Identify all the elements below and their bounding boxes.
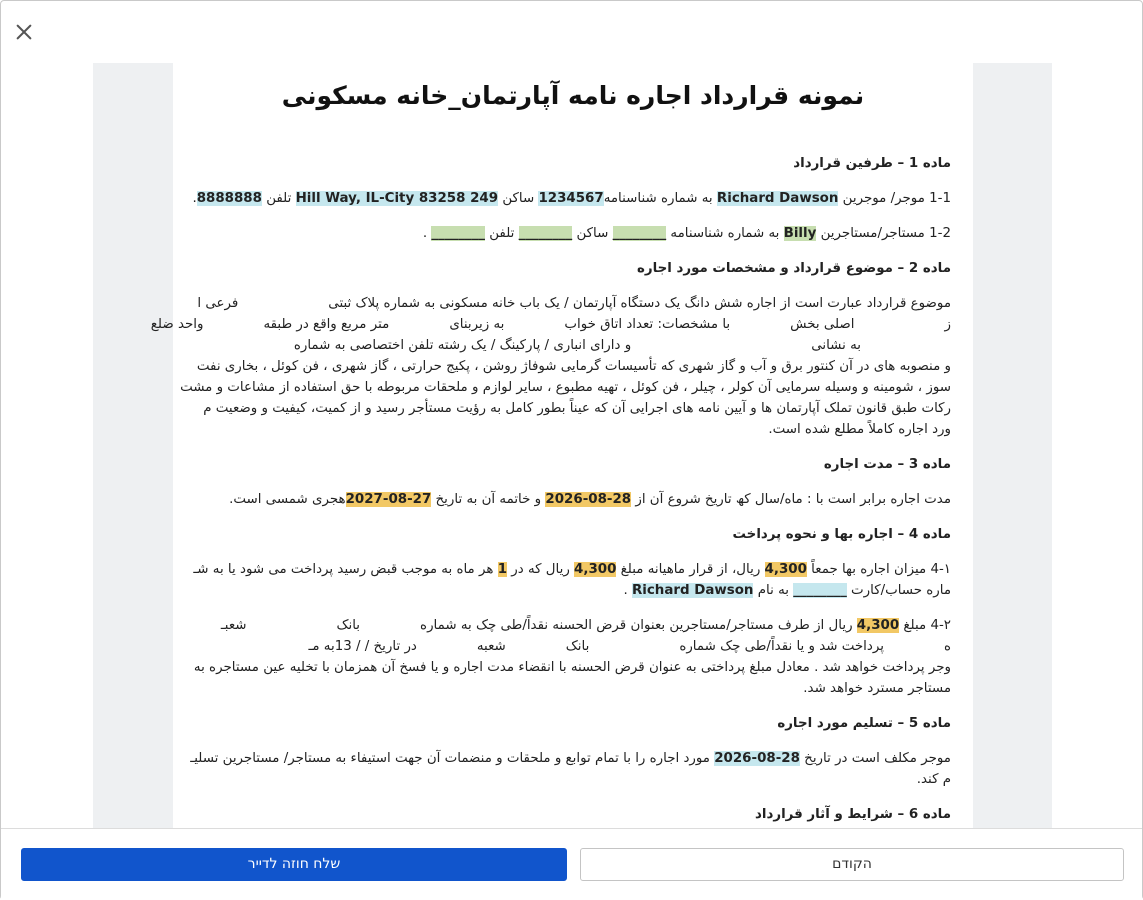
article5-line: [191, 748, 951, 769]
text: ساکن: [572, 226, 613, 241]
text: موجر مکلف است در تاریخ: [799, 751, 951, 766]
article1-landlord-line: [191, 188, 951, 209]
end-date-field: 27-08-2027: [345, 492, 432, 507]
text: فرعی ا: [197, 296, 239, 311]
text: به شماره شناسنامه: [666, 226, 784, 241]
article4-line: [191, 615, 951, 636]
text: به شماره شناسنامه: [603, 191, 717, 206]
tenant-address-field: ________: [518, 226, 573, 241]
total-rent-field: 4,300: [764, 562, 807, 577]
document-viewer[interactable]: [93, 63, 1052, 828]
article4-line: [191, 636, 951, 657]
landlord-phone-field: 8888888: [196, 191, 262, 206]
text: به نشانی: [811, 338, 861, 353]
article2-line: ورد اجاره کاملاً مطلع شده است.: [768, 422, 951, 437]
article2-line: [191, 335, 951, 356]
article1-heading: ماده 1 – طرفین قرارداد: [793, 156, 951, 171]
payment-day-field: 1: [497, 562, 508, 577]
text: ساکن: [498, 191, 539, 206]
text: و دارای انباری / پارکینگ / یک رشته تلفن اختصاصی به شماره: [293, 338, 632, 353]
article2-line: سوز ، شومینه و وسیله سرمایی آن کولر ، چیلر ، فن کوئل ، تهیه مطبوع ، سایر لوازم و ملحقات مربوطه با حق استفاده از مشاعات و مشت: [180, 380, 951, 395]
send-contract-button[interactable]: שלח חוזה לדייר: [21, 848, 567, 881]
landlord-id-field: 1234567: [538, 191, 604, 206]
text: در تاریخ / / 13به مـ: [308, 639, 417, 654]
account-field: ________: [793, 583, 847, 598]
text: 4-۲ مبلغ: [899, 618, 951, 633]
text: .: [623, 583, 632, 598]
article2-line: [191, 293, 951, 314]
text: ه: [943, 639, 951, 654]
text: 1-2 مستاجر/مستاجرین: [816, 226, 951, 241]
tenant-name-field: Billy: [783, 226, 817, 241]
text: پرداخت شد و یا نقداً/طی چک شماره: [679, 639, 884, 654]
article3-line: [191, 489, 951, 510]
text: به نام: [753, 583, 794, 598]
text: مدت اجاره برابر است با : ماه/سال کھ تاریخ شروع آن از: [631, 492, 951, 507]
landlord-name-field: Richard Dawson: [716, 191, 839, 206]
text: 1-1 موجر/ موجرین: [838, 191, 951, 206]
dialog-footer: [1, 828, 1142, 900]
article5-heading: ماده 5 – تسلیم مورد اجاره: [777, 716, 951, 731]
text: ریال، از قرار ماهیانه مبلغ: [616, 562, 765, 577]
text: .: [192, 191, 197, 206]
text: اصلی بخش: [790, 317, 855, 332]
text: واحد ضلع: [150, 317, 204, 332]
text: با مشخصات: تعداد اتاق خواب: [564, 317, 731, 332]
tenant-id-field: ________: [612, 226, 667, 241]
close-icon[interactable]: [11, 19, 37, 45]
text: ریال که در: [507, 562, 575, 577]
article2-line: [150, 314, 951, 335]
text: متر مربع واقع در طبقه: [263, 317, 390, 332]
back-button[interactable]: הקודם: [580, 848, 1124, 881]
text: شعبـ: [220, 618, 247, 633]
article4-line: وجر پرداخت خواهد شد . معادل مبلغ پرداختی به عنوان قرض الحسنه با انقضاء مدت اجاره و یا فسخ آن همزمان با تخلیه عین مستاجره به: [193, 660, 951, 675]
text: تلفن: [261, 191, 296, 206]
delivery-date-field: 28-08-2026: [714, 751, 800, 766]
text: .: [422, 226, 432, 241]
text: هر ماه به موجب قبض رسید پرداخت می شود یا به شـ: [193, 562, 498, 577]
landlord-address-field: Hill Way, IL-City 83258 249: [295, 191, 499, 206]
deposit-field: 4,300: [856, 618, 900, 633]
text: موضوع قرارداد عبارت است از اجاره شش دانگ یک دستگاه آپارتمان / یک باب خانه مسکونی به شماره پلاک ثبتی: [328, 296, 951, 311]
article2-line: رکات طبق قانون تملک آپارتمان ها و آیین نامه های اجرایی آن که عیناً بطور کامل به رؤیت مستأجر رسید و از کمیت، کیفیت و وضعیت م: [203, 401, 951, 416]
article4-line: [191, 580, 951, 601]
text: هجری شمسی است.: [229, 492, 346, 507]
article4-heading: ماده 4 – اجاره بها و نحوه پرداخت: [732, 527, 951, 542]
article5-line: م کند.: [916, 772, 951, 787]
article3-heading: ماده 3 – مدت اجاره: [823, 457, 951, 472]
text: شعبه: [476, 639, 506, 654]
text: مورد اجاره را با تمام توابع و ملحقات و منضمات آن جهت استیفاء به مستاجر/ مستاجرین تسلیـ: [190, 751, 715, 766]
tenant-phone-field: ________: [431, 226, 485, 241]
article2-line: و منصوبه های در آن کنتور برق و آب و گاز شهری که تأسیسات گرمایی شوفاژ روشن ، پکیج حرارتی ، گاز شهری ، فن کوئل ، بخاری نفت: [196, 359, 951, 374]
text: به زیربنای: [449, 317, 505, 332]
account-name-field: Richard Dawson: [631, 583, 754, 598]
start-date-field: 28-08-2026: [545, 492, 632, 507]
article6-heading: ماده 6 – شرایط و آثار قرارداد: [755, 807, 951, 822]
text: ریال از طرف مستاجر/مستاجرین بعنوان قرض الحسنه نقداً/طی چک به شماره: [420, 618, 857, 633]
article1-tenant-line: [191, 223, 951, 244]
article4-line: مستاجر مسترد خواهد شد.: [803, 681, 951, 696]
article2-heading: ماده 2 – موضوع قرارداد و مشخصات مورد اجاره: [636, 261, 951, 276]
text: 4-۱ میزان اجاره بها جمعاً: [806, 562, 951, 577]
text: ز: [944, 317, 951, 332]
document-page: [150, 63, 973, 828]
text: ماره حساب/کارت: [846, 583, 951, 598]
text: بانک: [565, 639, 590, 654]
text: تلفن: [484, 226, 519, 241]
text: و خاتمه آن به تاریخ: [431, 492, 546, 507]
text: بانک: [336, 618, 361, 633]
monthly-rent-field: 4,300: [574, 562, 617, 577]
article4-line: [191, 559, 951, 580]
document-title: نمونه قرارداد اجاره نامه آپارتمان_خانه مسکونی: [281, 81, 865, 110]
